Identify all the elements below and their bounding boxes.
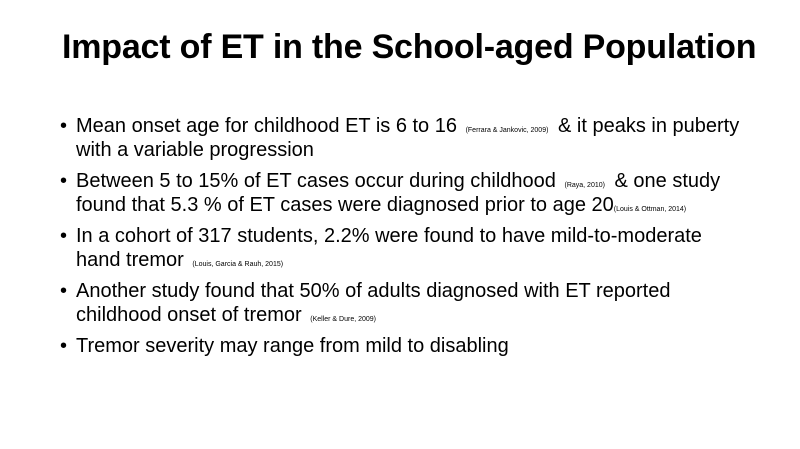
bullet-text: Mean onset age for childhood ET is 6 to 16 [76,115,457,137]
bullet-text: Between 5 to 15% of ET cases occur during childhood [76,170,556,192]
bullet-list [60,114,750,365]
bullet-marker: • [60,280,68,302]
bullet-item-cohort [60,224,750,272]
citation: (Keller & Dure, 2009) [310,316,377,323]
bullet-marker: • [60,335,68,357]
bullet-text: Another study found that 50% of adults diagnosed with ET reported childhood onset of tremor [76,280,671,326]
bullet-item-onset-age [60,114,750,162]
bullet-text: In a cohort of 317 students, 2.2% were found to have mild-to-moderate hand tremor [76,225,702,271]
bullet-item-severity [60,334,750,358]
bullet-item-adult-onset [60,279,750,327]
bullet-item-childhood-cases [60,169,750,217]
bullet-text-continued: & one study found that 5.3 % of ET cases were diagnosed prior to age 20 [76,170,721,216]
bullet-marker: • [60,115,68,137]
citation: (Louis & Ottman, 2014) [613,206,687,213]
citation: (Raya, 2010) [564,182,605,189]
bullet-text-continued: & it peaks in puberty with a variable progression [76,115,740,161]
citation: (Ferrara & Jankovic, 2009) [465,127,549,134]
citation: (Louis, Garcia & Rauh, 2015) [192,261,284,268]
bullet-marker: • [60,225,68,247]
bullet-marker: • [60,170,68,192]
slide-title: Impact of ET in the School-aged Population [62,28,757,66]
bullet-text: Tremor severity may range from mild to disabling [76,335,509,357]
